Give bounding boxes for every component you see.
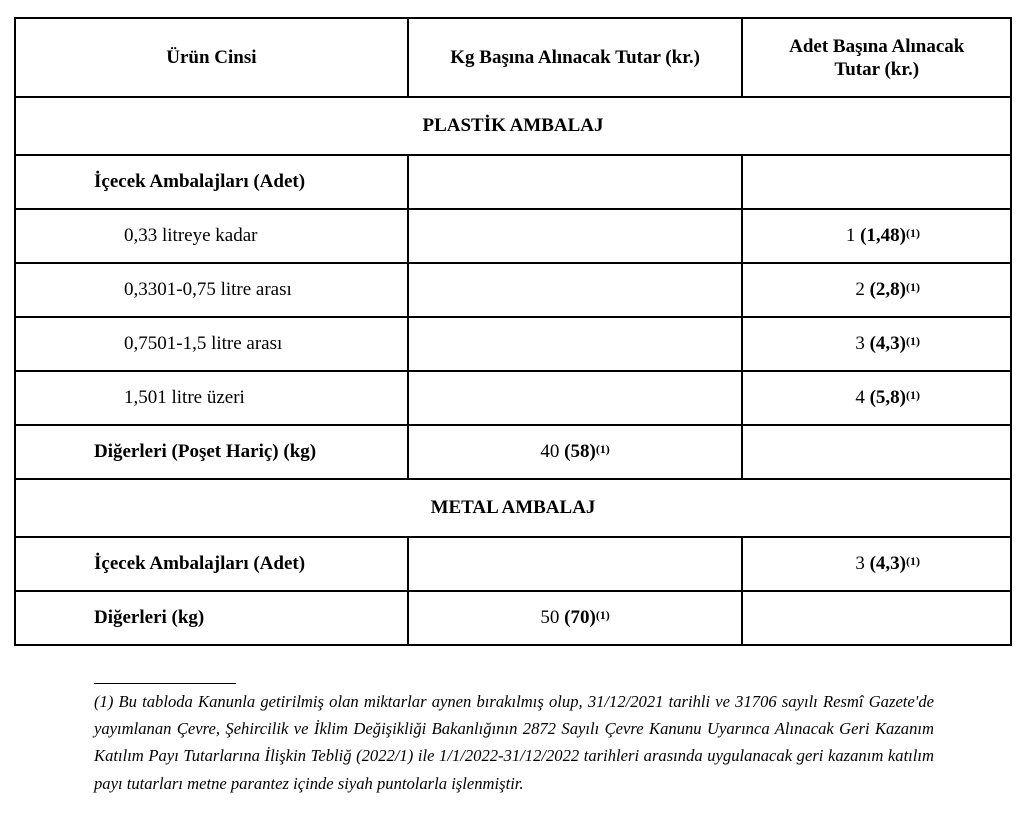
per-kg-cell-footnote-ref: (1) — [595, 608, 610, 622]
table-row — [15, 209, 1011, 263]
per-kg-cell — [408, 209, 743, 263]
table-row — [15, 263, 1011, 317]
per-unit-cell — [742, 317, 1011, 371]
table-row — [15, 537, 1011, 591]
table-row — [15, 317, 1011, 371]
per-unit-cell — [742, 425, 1011, 479]
header-per-unit-amount: Adet Başına Alınacak Tutar (kr.) — [742, 18, 1011, 97]
per-unit-cell — [742, 537, 1011, 591]
per-unit-cell — [742, 155, 1011, 209]
per-kg-cell-base: 50 — [540, 607, 560, 628]
per-unit-cell-base: 2 — [855, 279, 865, 300]
per-kg-cell — [408, 317, 743, 371]
per-unit-cell-recent: (1,48) — [860, 225, 906, 246]
header-product-type: Ürün Cinsi — [15, 18, 408, 97]
per-kg-cell — [408, 537, 743, 591]
per-unit-cell — [742, 591, 1011, 645]
product-label: 1,501 litre üzeri — [15, 371, 408, 425]
per-kg-cell — [408, 425, 743, 479]
header-row — [15, 18, 1011, 97]
section-row — [15, 479, 1011, 537]
table-row — [15, 591, 1011, 645]
per-kg-cell — [408, 371, 743, 425]
per-kg-cell-recent: (58) — [564, 441, 596, 462]
footnote-text: (1) Bu tabloda Kanunla getirilmiş olan miktarlar aynen bırakılmış olup, 31/12/2021 tarihli ve 31706 sayılı Resmî Gazete'de yayımlanan Çevre, Şehircilik ve İklim Değişikliği Bakanlığının 2872 Sayılı Çevre Kanunu Uyarınca Alınacak Geri Kazanım Katılım Payı Tutarlarına İlişkin Tebliğ (2022/1) ile 1/1/2022-31/12/2022 tarihleri arasında uygulanacak geri kazanım katılım payı tutarları metne parantez içinde siyah puntolarla işlenmiştir. — [94, 692, 934, 793]
table-row — [15, 371, 1011, 425]
per-unit-cell-recent: (2,8) — [869, 279, 906, 300]
per-unit-cell-base: 4 — [855, 387, 865, 408]
product-label: Diğerleri (Poşet Hariç) (kg) — [15, 425, 408, 479]
footnote-separator — [94, 683, 236, 684]
product-label: Diğerleri (kg) — [15, 591, 408, 645]
section-row — [15, 97, 1011, 155]
per-kg-cell — [408, 591, 743, 645]
per-unit-cell-recent: (4,3) — [869, 333, 906, 354]
per-unit-cell-footnote-ref: (1) — [906, 554, 920, 568]
table-row — [15, 155, 1011, 209]
section-title: METAL AMBALAJ — [15, 479, 1011, 537]
table-row — [15, 425, 1011, 479]
section-title: PLASTİK AMBALAJ — [15, 97, 1011, 155]
product-label: 0,7501-1,5 litre arası — [15, 317, 408, 371]
product-label: 0,33 litreye kadar — [15, 209, 408, 263]
per-unit-cell-footnote-ref: (1) — [906, 226, 920, 240]
fee-table — [14, 17, 1012, 646]
per-unit-cell-recent: (4,3) — [869, 553, 906, 574]
per-unit-cell-base: 3 — [855, 553, 865, 574]
header-per-kg-amount: Kg Başına Alınacak Tutar (kr.) — [408, 18, 743, 97]
per-unit-cell-base: 1 — [845, 225, 856, 246]
per-unit-cell — [742, 263, 1011, 317]
per-unit-cell-footnote-ref: (1) — [906, 334, 920, 348]
per-unit-cell — [742, 371, 1011, 425]
product-label: 0,3301-0,75 litre arası — [15, 263, 408, 317]
fee-table-body — [15, 18, 1011, 645]
per-unit-cell-recent: (5,8) — [869, 387, 906, 408]
per-unit-cell-footnote-ref: (1) — [906, 280, 920, 294]
per-kg-cell-recent: (70) — [564, 607, 596, 628]
per-kg-cell-base: 40 — [540, 441, 560, 462]
per-unit-cell — [742, 209, 1011, 263]
per-unit-cell-base: 3 — [855, 333, 865, 354]
product-label: İçecek Ambalajları (Adet) — [15, 155, 408, 209]
product-label: İçecek Ambalajları (Adet) — [15, 537, 408, 591]
per-unit-cell-footnote-ref: (1) — [906, 388, 920, 402]
per-kg-cell-footnote-ref: (1) — [595, 442, 610, 456]
per-kg-cell — [408, 155, 743, 209]
per-kg-cell — [408, 263, 743, 317]
